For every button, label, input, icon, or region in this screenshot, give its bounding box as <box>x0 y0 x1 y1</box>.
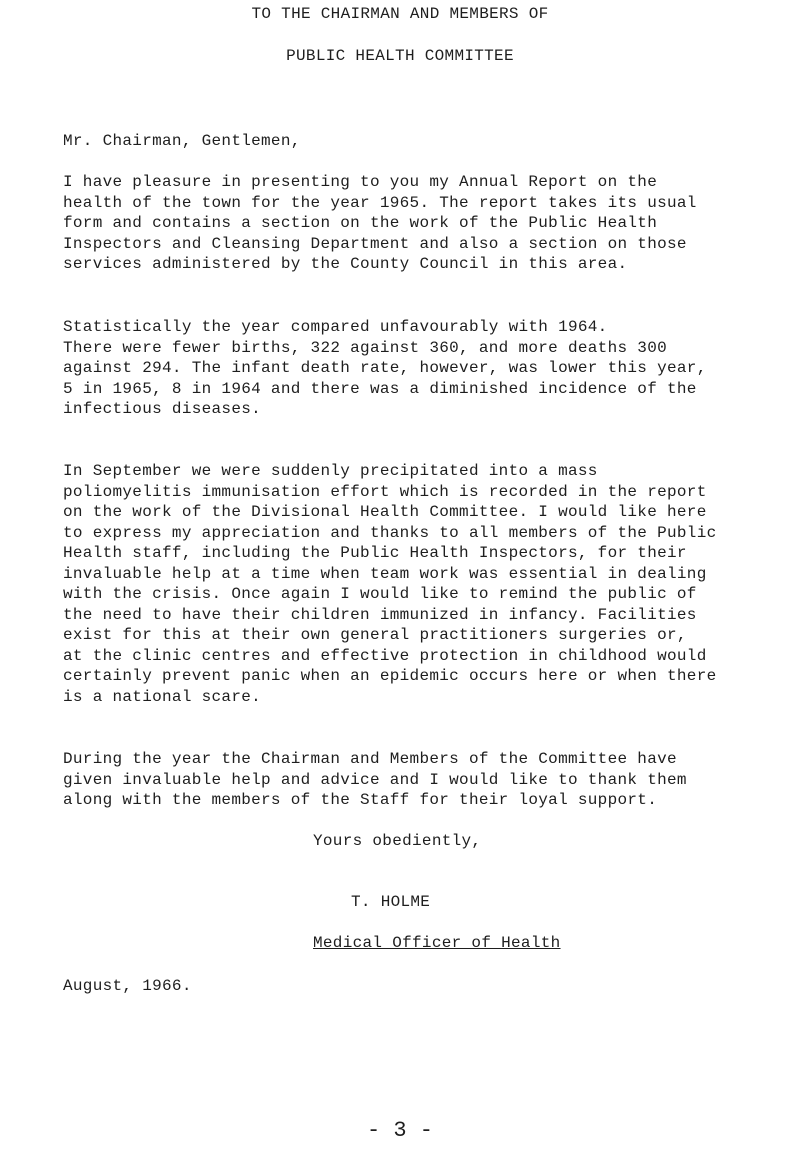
paragraph-line: Statistically the year compared unfavourably with 1964. <box>63 318 608 336</box>
paragraph-line: the need to have their children immunized in infancy. Facilities <box>63 605 697 624</box>
paragraph-line: health of the town for the year 1965. The report takes its usual <box>63 193 697 212</box>
report-date: August, 1966. <box>63 977 192 995</box>
paragraph-line: I have pleasure in presenting to you my Annual Report on the <box>63 173 658 191</box>
signatory-title: Medical Officer of Health <box>313 934 561 952</box>
paragraph-line: 5 in 1965, 8 in 1964 and there was a diminished incidence of the <box>63 379 697 398</box>
paragraph-line: certainly prevent panic when an epidemic occurs here or when there <box>63 667 717 685</box>
page-number: - 3 - <box>366 1118 433 1143</box>
paragraph-line: is a national scare. <box>63 687 262 706</box>
paragraph-2 <box>63 317 763 420</box>
heading-line-1: TO THE CHAIRMAN AND MEMBERS OF <box>251 5 549 23</box>
paragraph-4 <box>63 749 763 811</box>
paragraph-3 <box>63 461 763 707</box>
paragraph-line: to express my appreciation and thanks to all members of the Public <box>63 523 717 542</box>
valediction: Yours obediently, <box>313 832 482 850</box>
paragraph-line: exist for this at their own general practitioners surgeries or, <box>63 626 687 644</box>
paragraph-line: along with the members of the Staff for their loyal support. <box>63 791 658 809</box>
paragraph-line: on the work of the Divisional Health Committee. I would like here <box>63 503 707 521</box>
paragraph-line: invaluable help at a time when team work was essential in dealing <box>63 564 707 583</box>
paragraph-line: poliomyelitis immunisation effort which is recorded in the report <box>63 482 707 501</box>
paragraph-line: form and contains a section on the work of the Public Health <box>63 214 658 232</box>
paragraph-line: against 294. The infant death rate, however, was lower this year, <box>63 359 707 377</box>
salutation: Mr. Chairman, Gentlemen, <box>63 132 301 150</box>
paragraph-line: There were fewer births, 322 against 360, and more deaths 300 <box>63 338 667 357</box>
paragraph-line: at the clinic centres and effective protection in childhood would <box>63 646 707 665</box>
signatory-name: T. HOLME <box>351 893 431 911</box>
paragraph-line: Inspectors and Cleansing Department and also a section on those <box>63 234 687 253</box>
paragraph-line: During the year the Chairman and Members of the Committee have <box>63 750 677 768</box>
paragraph-line: In September we were suddenly precipitated into a mass <box>63 462 598 480</box>
paragraph-line: services administered by the County Council in this area. <box>63 255 628 273</box>
heading-line-2: PUBLIC HEALTH COMMITTEE <box>286 47 514 65</box>
paragraph-line: given invaluable help and advice and I would like to thank them <box>63 770 687 789</box>
paragraph-line: infectious diseases. <box>63 400 262 418</box>
paragraph-1 <box>63 172 763 275</box>
paragraph-line: Health staff, including the Public Health Inspectors, for their <box>63 544 687 562</box>
paragraph-line: with the crisis. Once again I would like to remind the public of <box>63 585 697 603</box>
